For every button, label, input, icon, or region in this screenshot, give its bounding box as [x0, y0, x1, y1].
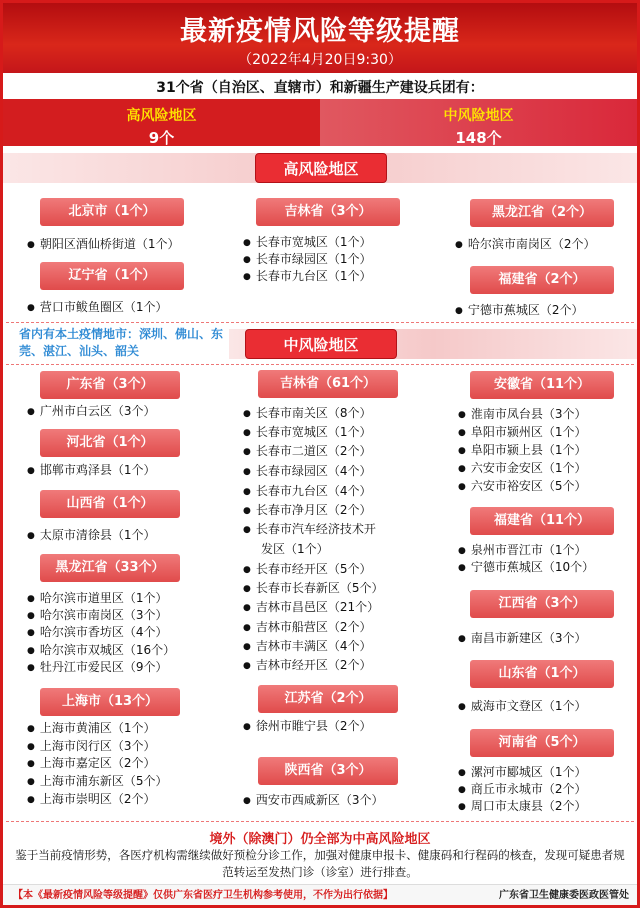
abroad-note: 境外（除澳门）仍全部为中高风险地区 — [209, 832, 431, 847]
list-item: ● 长春市宽城区（1个） — [243, 424, 372, 443]
mid-prov-jilin: 吉林省（61个） — [258, 370, 398, 398]
date-label: （2022年4月20日9:30） — [238, 52, 402, 68]
mid-section-title: 中风险地区 — [245, 329, 397, 359]
list-item: ● 泉州市晋江市（1个） — [458, 542, 587, 561]
header-banner — [3, 3, 637, 73]
mid-prov-henan: 河南省（5个） — [470, 729, 614, 757]
mid-risk-count-box — [320, 99, 637, 146]
list-item: ● 长春市九台区（4个） — [243, 483, 372, 502]
list-item: ● 南昌市新建区（3个） — [458, 630, 587, 649]
list-item: ● 上海市闵行区（3个） — [27, 738, 156, 757]
list-item: ● 牡丹江市爱民区（9个） — [27, 659, 168, 678]
list-item: ● 哈尔滨市南岗区（3个） — [27, 607, 168, 626]
source-label: 广东省卫生健康委医政医管处 — [499, 890, 629, 901]
list-item: ● 六安市金安区（1个） — [458, 460, 587, 479]
mid-prov-shanghai: 上海市（13个） — [40, 688, 180, 716]
list-item: ● 淮南市凤台县（3个） — [458, 406, 587, 425]
list-item: ● 上海市黄浦区（1个） — [27, 720, 156, 739]
disclaimer: 【本《最新疫情风险等级提醒》仅供广东省医疗卫生机构参考使用，不作为出行依据】 — [13, 890, 393, 901]
mid-prov-jiangxi: 江西省（3个） — [470, 590, 614, 618]
divider — [6, 322, 634, 323]
footer-bar — [3, 884, 637, 906]
list-item: ● 长春市长春新区（5个） — [243, 580, 384, 599]
list-item: ● 长春市二道区（2个） — [243, 443, 372, 462]
list-item: ● 太原市清徐县（1个） — [27, 527, 156, 546]
list-item: ● 漯河市郾城区（1个） — [458, 764, 587, 783]
list-item: ● 哈尔滨市南岗区（2个） — [455, 236, 596, 255]
list-item: ● 徐州市睢宁县（2个） — [243, 718, 372, 737]
mid-risk-count-label: 中风险地区 — [443, 108, 514, 124]
high-prov-heilongjiang: 黑龙江省（2个） — [470, 199, 614, 227]
high-risk-count-box — [3, 99, 320, 146]
list-item: ● 长春市经开区（5个） — [243, 561, 372, 580]
list-item: ● 广州市白云区（3个） — [27, 403, 156, 422]
high-prov-fujian: 福建省（2个） — [470, 266, 614, 294]
mid-prov-jiangsu: 江苏省（2个） — [258, 685, 398, 713]
mid-prov-hebei: 河北省（1个） — [40, 429, 180, 457]
list-item: ● 上海市浦东新区（5个） — [27, 773, 168, 792]
list-item: ● 上海市嘉定区（2个） — [27, 755, 156, 774]
list-item: ● 西安市西咸新区（3个） — [243, 792, 384, 811]
list-item: ● 朝阳区酒仙桥街道（1个） — [27, 236, 180, 255]
list-item-continued: 发区（1个） — [261, 542, 329, 556]
list-item: ● 吉林市经开区（2个） — [243, 657, 372, 676]
mid-prov-heilongjiang: 黑龙江省（33个） — [40, 554, 180, 582]
list-item: ● 商丘市永城市（2个） — [458, 781, 587, 800]
list-item: ● 周口市太康县（2个） — [458, 798, 587, 817]
list-item: ● 吉林市丰满区（4个） — [243, 638, 372, 657]
mid-risk-count: 148个 — [455, 129, 502, 147]
list-item: ● 吉林市船营区（2个） — [243, 619, 372, 638]
list-item: ● 邯郸市鸡泽县（1个） — [27, 462, 156, 481]
high-prov-jilin: 吉林省（3个） — [256, 198, 400, 226]
high-prov-beijing: 北京市（1个） — [40, 198, 184, 226]
list-item: ● 哈尔滨市香坊区（4个） — [27, 624, 168, 643]
summary-subtitle: 31个省（自治区、直辖市）和新疆生产建设兵团有： — [156, 80, 484, 96]
list-item: ● 长春市南关区（8个） — [243, 405, 372, 424]
list-item: ● 宁德市蕉城区（2个） — [455, 302, 584, 321]
mid-prov-fujian: 福建省（11个） — [470, 507, 614, 535]
mid-prov-guangdong: 广东省（3个） — [40, 371, 180, 399]
list-item: ● 哈尔滨市双城区（16个） — [27, 642, 175, 661]
list-item: ● 长春市汽车经济技术开 — [243, 521, 376, 540]
high-section-title: 高风险地区 — [255, 153, 387, 183]
high-prov-liaoning: 辽宁省（1个） — [40, 262, 184, 290]
advice-text: 鉴于当前疫情形势，各医疗机构需继续做好预检分诊工作，加强对健康申报卡、健康码和行程码的核查，发现可疑患者规范转运至发热门诊（诊室）进行排查。 — [15, 848, 625, 879]
divider — [6, 364, 634, 365]
mid-prov-anhui: 安徽省（11个） — [470, 371, 614, 399]
page-title: 最新疫情风险等级提醒 — [180, 16, 460, 47]
high-risk-count-label: 高风险地区 — [126, 108, 197, 124]
list-item: ● 吉林市昌邑区（21个） — [243, 599, 379, 618]
list-item: ● 威海市文登区（1个） — [458, 698, 587, 717]
list-item: ● 营口市鲅鱼圈区（1个） — [27, 299, 168, 318]
divider — [6, 821, 634, 822]
list-item: ● 长春市净月区（2个） — [243, 502, 372, 521]
mid-prov-shanxi: 山西省（1个） — [40, 490, 180, 518]
local-cases-note: 省内有本土疫情地市：深圳、佛山、东莞、湛江、汕头、韶关 — [19, 327, 224, 358]
list-item: ● 阜阳市颍上县（1个） — [458, 442, 587, 461]
list-item: ● 哈尔滨市道里区（1个） — [27, 590, 168, 609]
list-item: ● 宁德市蕉城区（10个） — [458, 559, 594, 578]
mid-prov-shaanxi: 陕西省（3个） — [258, 757, 398, 785]
list-item: ● 上海市崇明区（2个） — [27, 791, 156, 810]
mid-prov-shandong: 山东省（1个） — [470, 660, 614, 688]
list-item: ● 阜阳市颍州区（1个） — [458, 424, 587, 443]
list-item: ● 长春市绿园区（1个） — [243, 251, 372, 270]
list-item: ● 六安市裕安区（5个） — [458, 478, 587, 497]
high-risk-count: 9个 — [148, 129, 175, 147]
list-item: ● 长春市九台区（1个） — [243, 268, 372, 287]
list-item: ● 长春市宽城区（1个） — [243, 234, 372, 253]
list-item: ● 长春市绿园区（4个） — [243, 463, 372, 482]
